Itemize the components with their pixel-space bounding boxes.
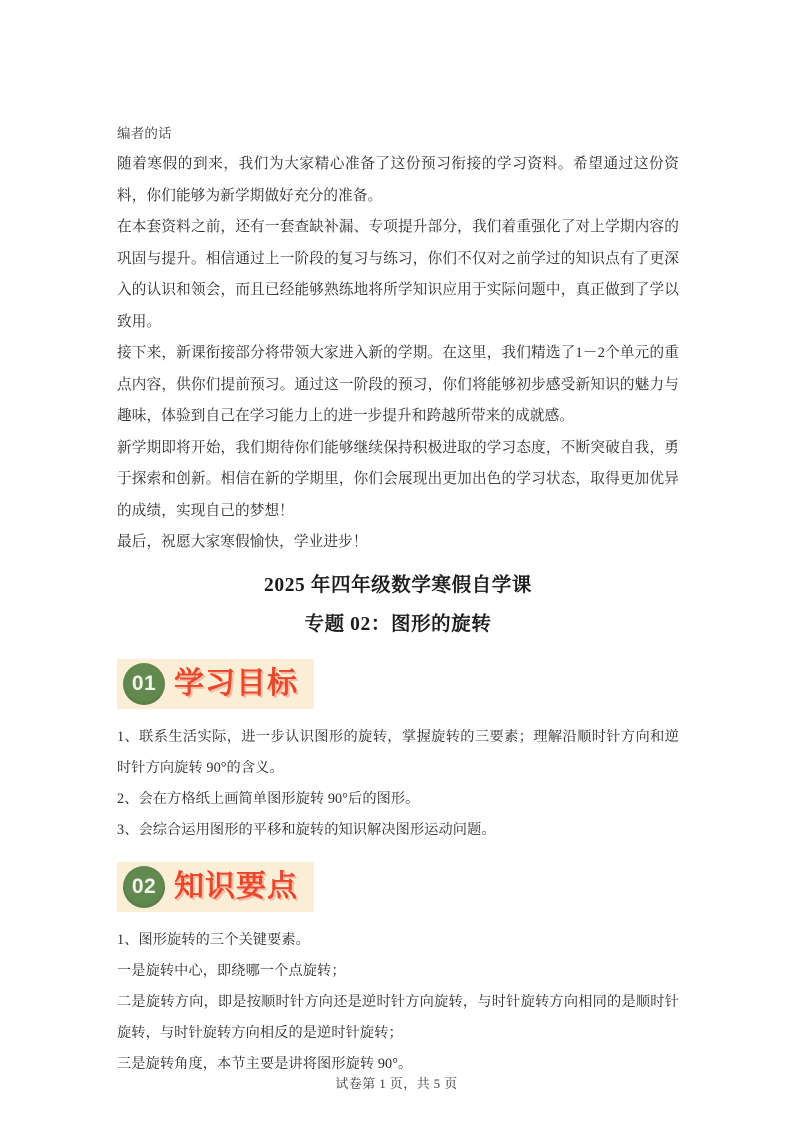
- section-heading: 学习目标: [174, 666, 298, 700]
- section-number-badge: 01: [123, 663, 165, 705]
- preface-paragraph: 接下来，新课衔接部分将带领大家进入新的学期。在这里，我们精选了1－2个单元的重点内容，供你们提前预习。通过这一阶段的预习，你们将能够初步感受新知识的魅力与趣味，体验到自己在学习能力上的进一步提升和跨越所带来的成就感。: [117, 345, 679, 424]
- document-subtitle: 专题 02：图形的旋转: [304, 613, 492, 635]
- section-line: 3、会综合运用图形的平移和旋转的知识解决图形运动问题。: [117, 821, 496, 838]
- document-title: 2025 年四年级数学寒假自学课: [264, 574, 532, 596]
- preface-paragraph: 最后，祝愿大家寒假愉快，学业进步！: [117, 534, 368, 550]
- section-line: 1、联系生活实际，进一步认识图形的旋转，掌握旋转的三要素；理解沿顺时针方向和逆时针方向旋转 90°的含义。: [117, 728, 679, 776]
- preface-paragraph: 在本套资料之前，还有一套查缺补漏、专项提升部分，我们着重强化了对上学期内容的巩固与提升。相信通过上一阶段的复习与练习，你们不仅对之前学过的知识点有了更深入的认识和领会，而且已经能够熟练地将所学知识应用于实际问题中，真正做到了学以致用。: [117, 219, 679, 330]
- page-footer: 试卷第 1 页，共 5 页: [335, 1076, 458, 1091]
- section-line: 2、会在方格纸上画简单图形旋转 90°后的图形。: [117, 790, 420, 807]
- section-number-badge: 02: [123, 866, 165, 908]
- section-line: 1、图形旋转的三个关键要素。: [117, 931, 310, 948]
- section-line: 一是旋转中心，即绕哪一个点旋转；: [117, 962, 346, 979]
- section-banner-01: [117, 659, 314, 709]
- section-line: 三是旋转角度，本节主要是讲将图形旋转 90°。: [117, 1055, 413, 1072]
- preface-heading: 编者的话: [117, 126, 172, 141]
- section-banner-02: [117, 862, 314, 912]
- section-heading: 知识要点: [174, 869, 298, 903]
- document-content: [117, 118, 679, 1080]
- preface-paragraph: 新学期即将开始，我们期待你们能够继续保持积极进取的学习态度，不断突破自我，勇于探索和创新。相信在新的学期里，你们会展现出更加出色的学习状态，取得更加优异的成绩，实现自己的梦想！: [117, 439, 679, 519]
- preface-paragraph: 随着寒假的到来，我们为大家精心准备了这份预习衔接的学习资料。希望通过这份资料，你们能够为新学期做好充分的准备。: [117, 156, 679, 204]
- section-line: 二是旋转方向，即是按顺时针方向还是逆时针方向旋转，与时针旋转方向相同的是顺时针旋转，与时针旋转方向相反的是逆时针旋转；: [117, 993, 679, 1041]
